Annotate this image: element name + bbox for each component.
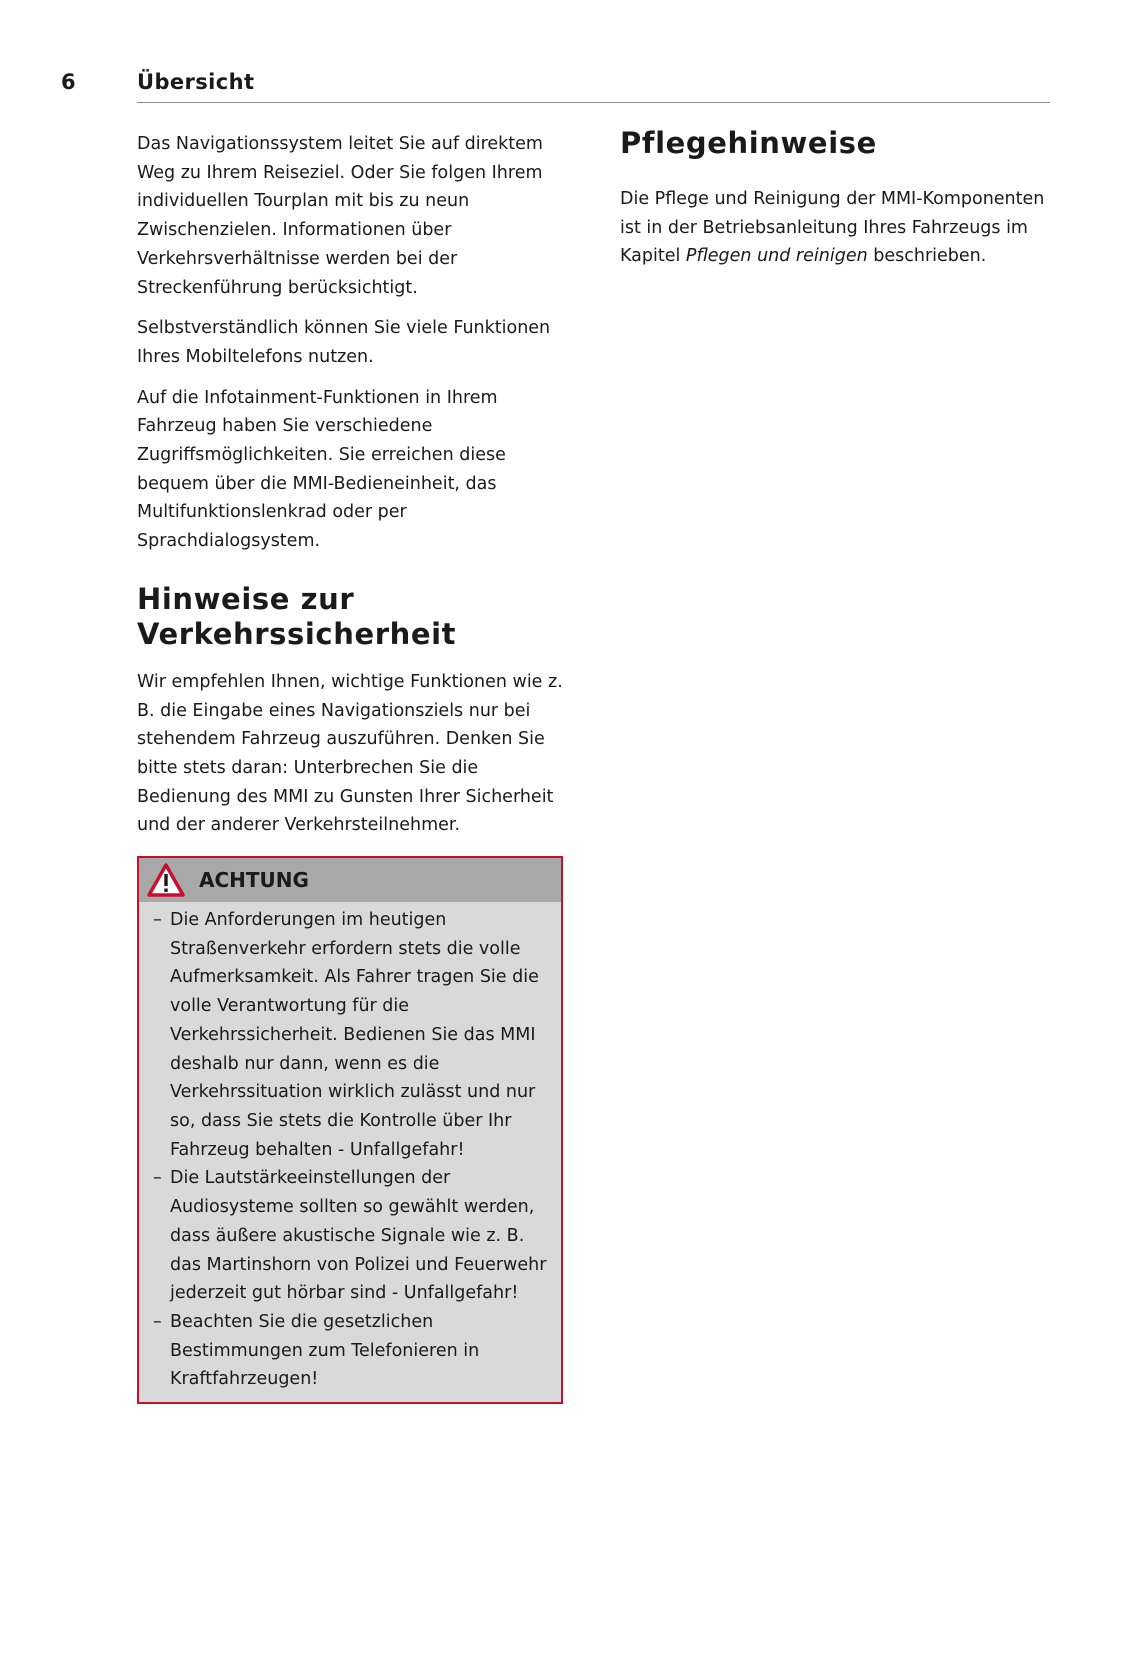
warning-title: ACHTUNG bbox=[199, 868, 309, 893]
list-bullet: – bbox=[153, 1311, 162, 1332]
intro-paragraph-3: Auf die Infotainment-Funktionen in Ihrem Fahrzeug haben Sie verschiedene Zugriffsmöglichkeiten. Sie erreichen diese bequem über die MMI-Bedieneinheit, das Multifunktionslenkrad oder per Sprachdialogsystem. bbox=[137, 387, 506, 552]
left-column bbox=[137, 130, 567, 1404]
care-chapter-reference: Pflegen und reinigen bbox=[685, 246, 868, 267]
warning-box bbox=[137, 856, 563, 1404]
warning-list bbox=[139, 902, 561, 1402]
care-paragraph-end: beschrieben. bbox=[867, 246, 987, 267]
warning-item bbox=[153, 1164, 553, 1308]
list-bullet: – bbox=[153, 1168, 162, 1189]
list-bullet: – bbox=[153, 910, 162, 931]
safety-section-heading: Hinweise zur Verkehrssicherheit bbox=[137, 581, 457, 651]
warning-triangle-icon bbox=[147, 863, 185, 897]
warning-item-text: Die Lautstärkeeinstellungen der Audiosysteme sollten so gewählt werden, dass äußere akustische Signale wie z. B. das Martinshorn von Polizei und Feuerwehr jederzeit gut hörbar sind - Unfallgefahr! bbox=[170, 1168, 547, 1304]
warning-header bbox=[139, 858, 561, 902]
care-paragraph-start: Die Pflege und Reinigung der MMI-Komponenten ist in der Betriebsanleitung Ihres Fahrzeugs im Kapitel bbox=[620, 189, 1045, 267]
page-header-title: Übersicht bbox=[137, 70, 255, 94]
right-column bbox=[620, 126, 1050, 283]
safety-paragraph: Wir empfehlen Ihnen, wichtige Funktionen wie z. B. die Eingabe eines Navigationsziels nur bei stehendem Fahrzeug auszuführen. Denken Sie bitte stets daran: Unterbrechen Sie die Bedienung des MMI zu Gunsten Ihrer Sicherheit und der anderer Verkehrsteilnehmer. bbox=[137, 671, 563, 836]
warning-item bbox=[153, 906, 553, 1164]
warning-item-text: Die Anforderungen im heutigen Straßenverkehr erfordern stets die volle Aufmerksamkeit. Als Fahrer tragen Sie die volle Verantwortung für die Verkehrssicherheit. Bedienen Sie das MMI deshalb nur dann, wenn es die Verkehrssituation wirklich zulässt und nur so, dass Sie stets die Kontrolle über Ihr Fahrzeug behalten - Unfallgefahr! bbox=[170, 910, 539, 1160]
intro-paragraph-2: Selbstverständlich können Sie viele Funktionen Ihres Mobiltelefons nutzen. bbox=[137, 318, 551, 367]
intro-paragraph-1: Das Navigationssystem leitet Sie auf direktem Weg zu Ihrem Reiseziel. Oder Sie folgen Ihrem individuellen Tourplan mit bis zu neun Zwischenzielen. Informationen über Verkehrsverhältnisse werden bei der Streckenführung berücksichtigt. bbox=[137, 134, 543, 298]
warning-item-text: Beachten Sie die gesetzlichen Bestimmungen zum Telefonieren in Kraftfahrzeugen! bbox=[170, 1311, 480, 1390]
page-number: 6 bbox=[61, 70, 77, 94]
care-section-heading: Pflegehinweise bbox=[620, 126, 877, 160]
warning-item bbox=[153, 1308, 553, 1394]
header-divider bbox=[137, 102, 1050, 103]
care-paragraph bbox=[620, 185, 1050, 271]
